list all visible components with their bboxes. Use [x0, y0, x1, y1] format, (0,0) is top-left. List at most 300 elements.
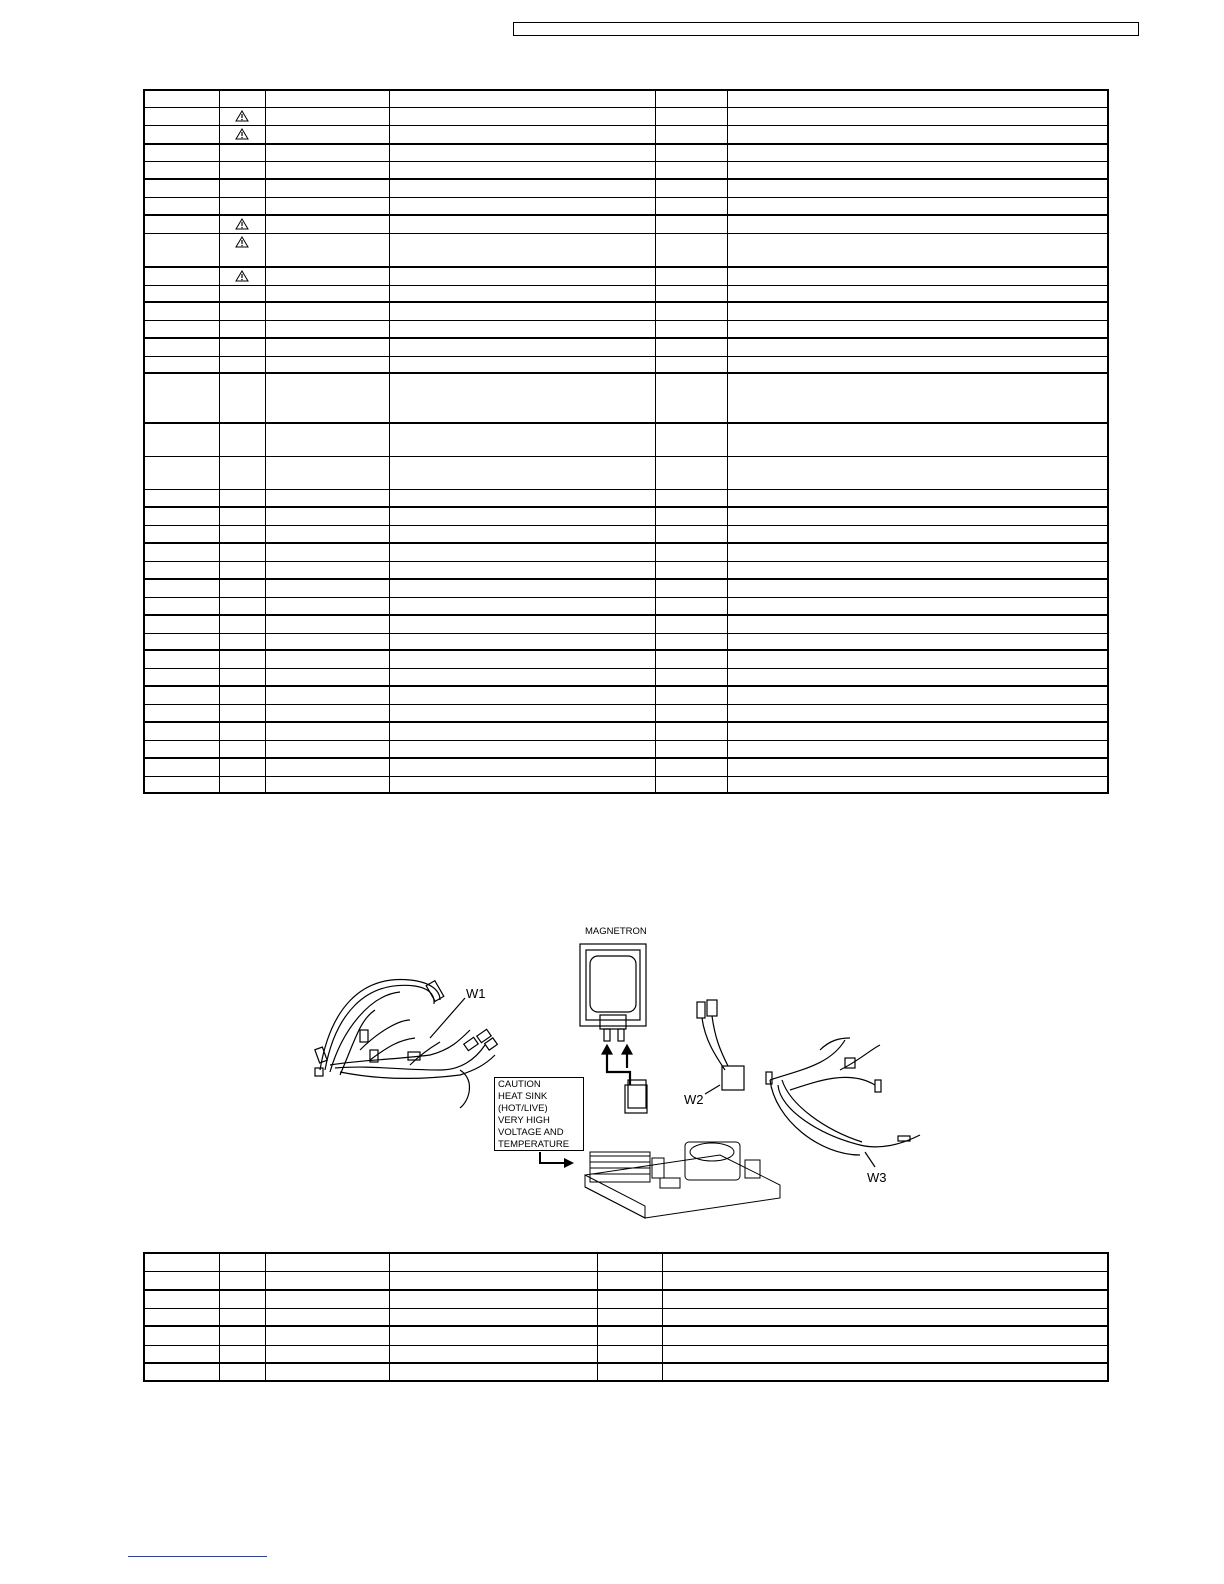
- table-cell: [727, 561, 1108, 579]
- table-cell: [389, 489, 655, 507]
- table-row: [144, 456, 1108, 489]
- table-cell: [662, 1363, 1108, 1381]
- table-cell: [265, 125, 389, 144]
- table-cell: [265, 356, 389, 373]
- table-row: [144, 267, 1108, 285]
- table-row: [144, 1345, 1108, 1363]
- table-cell: [219, 489, 265, 507]
- table-row: [144, 233, 1108, 267]
- table-cell: [727, 489, 1108, 507]
- table-cell: [219, 90, 265, 107]
- table-row: [144, 776, 1108, 793]
- table-cell: [265, 543, 389, 561]
- table-cell: [597, 1253, 662, 1271]
- table-cell: [219, 507, 265, 525]
- table-cell: [655, 320, 727, 338]
- table-cell: [219, 1326, 265, 1345]
- table-cell: [219, 1308, 265, 1326]
- table-cell: [144, 1308, 219, 1326]
- caution-arrow: [540, 1152, 566, 1163]
- table-cell: [144, 373, 219, 423]
- table-cell: [389, 722, 655, 740]
- table-cell: [727, 758, 1108, 776]
- table-cell: [727, 267, 1108, 285]
- table-cell: [655, 423, 727, 456]
- table-cell: [265, 722, 389, 740]
- table-cell: [655, 373, 727, 423]
- table-row: [144, 338, 1108, 356]
- table-cell: [144, 144, 219, 161]
- table-cell: [662, 1271, 1108, 1290]
- table-cell: [597, 1271, 662, 1290]
- table-cell: [727, 633, 1108, 650]
- table-cell: [265, 507, 389, 525]
- table-cell: [655, 704, 727, 722]
- table-cell: [727, 668, 1108, 686]
- table-cell: [389, 1253, 597, 1271]
- table-cell: [655, 722, 727, 740]
- table-cell: [655, 161, 727, 179]
- table-cell: [265, 525, 389, 543]
- table-cell: [389, 161, 655, 179]
- table-cell: [389, 338, 655, 356]
- table-cell: [144, 561, 219, 579]
- table-cell: [265, 1345, 389, 1363]
- table-cell: [144, 423, 219, 456]
- table-cell: [389, 776, 655, 793]
- table-row: [144, 1290, 1108, 1308]
- table-cell: [655, 543, 727, 561]
- table-cell: [265, 1271, 389, 1290]
- parts-table-lower: [143, 1252, 1109, 1382]
- table-cell: [389, 320, 655, 338]
- table-cell: [655, 507, 727, 525]
- table-cell: [727, 179, 1108, 197]
- table-cell: [265, 1363, 389, 1381]
- table-cell: [389, 456, 655, 489]
- wiring-diagram: [300, 920, 940, 1225]
- table-cell: [219, 1271, 265, 1290]
- table-cell: [265, 740, 389, 758]
- table-cell: [219, 597, 265, 615]
- table-cell: [265, 107, 389, 125]
- table-cell: [219, 423, 265, 456]
- table-cell: [265, 597, 389, 615]
- table-cell: [219, 456, 265, 489]
- table-cell: [265, 373, 389, 423]
- table-cell: [655, 144, 727, 161]
- table-cell: [219, 722, 265, 740]
- table-row: [144, 302, 1108, 320]
- table-cell: [219, 543, 265, 561]
- table-cell: [389, 633, 655, 650]
- table-cell: [389, 543, 655, 561]
- inverter-board-drawing: [585, 1142, 780, 1218]
- table-cell: [265, 267, 389, 285]
- table-row: [144, 758, 1108, 776]
- table-cell: [265, 489, 389, 507]
- table-cell: [727, 320, 1108, 338]
- table-cell: [219, 633, 265, 650]
- table-cell: [389, 650, 655, 668]
- table-cell: [389, 1271, 597, 1290]
- table-cell: [389, 561, 655, 579]
- table-row: [144, 722, 1108, 740]
- table-cell: [727, 740, 1108, 758]
- table-cell: [655, 650, 727, 668]
- table-cell: [265, 776, 389, 793]
- table-cell: [389, 507, 655, 525]
- table-cell: [655, 233, 727, 267]
- table-cell: [219, 1253, 265, 1271]
- table-cell: [265, 650, 389, 668]
- table-cell: [727, 543, 1108, 561]
- table-cell: [389, 525, 655, 543]
- table-cell: [144, 107, 219, 125]
- table-cell: [219, 668, 265, 686]
- table-cell: [727, 302, 1108, 320]
- parts-table-upper: [143, 89, 1109, 794]
- table-cell: [219, 107, 265, 125]
- table-cell: [219, 285, 265, 302]
- table-cell: [219, 125, 265, 144]
- table-cell: [655, 302, 727, 320]
- table-cell: [597, 1345, 662, 1363]
- table-cell: [144, 356, 219, 373]
- table-cell: [597, 1326, 662, 1345]
- table-cell: [389, 704, 655, 722]
- table-row: [144, 320, 1108, 338]
- table-cell: [265, 179, 389, 197]
- table-cell: [727, 686, 1108, 704]
- table-row: [144, 356, 1108, 373]
- table-cell: [219, 758, 265, 776]
- table-cell: [265, 579, 389, 597]
- table-row: [144, 507, 1108, 525]
- table-cell: [219, 776, 265, 793]
- table-cell: [144, 525, 219, 543]
- table-cell: [655, 758, 727, 776]
- wiring-figure: [300, 920, 940, 1225]
- table-cell: [144, 1271, 219, 1290]
- table-cell: [144, 215, 219, 233]
- table-cell: [389, 758, 655, 776]
- harness-w3-drawing: [766, 1038, 920, 1167]
- table-cell: [662, 1290, 1108, 1308]
- table-cell: [144, 722, 219, 740]
- table-cell: [727, 650, 1108, 668]
- table-cell: [265, 1290, 389, 1308]
- table-cell: [219, 215, 265, 233]
- table-cell: [389, 579, 655, 597]
- table-cell: [265, 704, 389, 722]
- magnetron-drawing: [580, 944, 647, 1113]
- table-cell: [727, 161, 1108, 179]
- table-cell: [219, 561, 265, 579]
- table-cell: [219, 1345, 265, 1363]
- table-cell: [727, 233, 1108, 267]
- table-cell: [144, 668, 219, 686]
- table-row: [144, 1363, 1108, 1381]
- table-row: [144, 144, 1108, 161]
- table-row: [144, 107, 1108, 125]
- table-row: [144, 543, 1108, 561]
- table-cell: [389, 1290, 597, 1308]
- table-cell: [144, 650, 219, 668]
- table-cell: [219, 1290, 265, 1308]
- warning-triangle-icon: [235, 236, 249, 248]
- table-cell: [655, 197, 727, 215]
- table-cell: [727, 90, 1108, 107]
- table-cell: [389, 373, 655, 423]
- table-cell: [389, 740, 655, 758]
- table-cell: [662, 1253, 1108, 1271]
- table-cell: [144, 1253, 219, 1271]
- table-cell: [219, 1363, 265, 1381]
- table-cell: [219, 650, 265, 668]
- magnetron-label: MAGNETRON: [585, 926, 647, 937]
- table-row: [144, 215, 1108, 233]
- table-cell: [144, 704, 219, 722]
- table-cell: [219, 302, 265, 320]
- table-cell: [219, 686, 265, 704]
- table-cell: [389, 285, 655, 302]
- table-row: [144, 633, 1108, 650]
- table-cell: [389, 423, 655, 456]
- table-cell: [144, 615, 219, 633]
- table-row: [144, 1326, 1108, 1345]
- table-cell: [727, 373, 1108, 423]
- table-cell: [655, 179, 727, 197]
- table-cell: [389, 1363, 597, 1381]
- label-w3: W3: [867, 1170, 887, 1185]
- table-cell: [727, 579, 1108, 597]
- label-w1: W1: [466, 986, 486, 1001]
- table-cell: [727, 215, 1108, 233]
- table-cell: [389, 302, 655, 320]
- table-cell: [219, 373, 265, 423]
- table-cell: [265, 1308, 389, 1326]
- warning-triangle-icon: [235, 270, 249, 282]
- table-cell: [144, 320, 219, 338]
- table-row: [144, 650, 1108, 668]
- table-cell: [219, 525, 265, 543]
- table-cell: [389, 597, 655, 615]
- table-cell: [655, 686, 727, 704]
- table-cell: [655, 90, 727, 107]
- table-row: [144, 704, 1108, 722]
- table-row: [144, 489, 1108, 507]
- table-cell: [655, 338, 727, 356]
- table-cell: [219, 356, 265, 373]
- table-cell: [727, 615, 1108, 633]
- table-cell: [389, 615, 655, 633]
- table-cell: [144, 686, 219, 704]
- table-cell: [655, 125, 727, 144]
- table-cell: [389, 90, 655, 107]
- table-cell: [727, 107, 1108, 125]
- table-cell: [265, 90, 389, 107]
- table-cell: [219, 179, 265, 197]
- table-cell: [265, 144, 389, 161]
- table-cell: [727, 125, 1108, 144]
- table-cell: [727, 456, 1108, 489]
- table-row: [144, 373, 1108, 423]
- table-cell: [144, 285, 219, 302]
- table-row: [144, 686, 1108, 704]
- table-cell: [265, 302, 389, 320]
- table-cell: [389, 1345, 597, 1363]
- table-cell: [219, 704, 265, 722]
- table-cell: [144, 1290, 219, 1308]
- table-cell: [389, 686, 655, 704]
- table-cell: [219, 161, 265, 179]
- table-cell: [219, 740, 265, 758]
- table-cell: [655, 356, 727, 373]
- table-cell: [265, 668, 389, 686]
- table-cell: [727, 722, 1108, 740]
- table-cell: [144, 597, 219, 615]
- table-cell: [265, 1253, 389, 1271]
- table-cell: [655, 456, 727, 489]
- table-cell: [727, 144, 1108, 161]
- table-cell: [219, 267, 265, 285]
- table-cell: [219, 144, 265, 161]
- table-cell: [389, 233, 655, 267]
- table-cell: [265, 633, 389, 650]
- table-cell: [265, 338, 389, 356]
- table-row: [144, 90, 1108, 107]
- table-cell: [727, 597, 1108, 615]
- table-cell: [727, 338, 1108, 356]
- table-row: [144, 1308, 1108, 1326]
- table-cell: [144, 302, 219, 320]
- table-cell: [727, 285, 1108, 302]
- table-row: [144, 597, 1108, 615]
- table-row: [144, 615, 1108, 633]
- table-cell: [219, 320, 265, 338]
- table-cell: [144, 776, 219, 793]
- table-row: [144, 179, 1108, 197]
- table-row: [144, 740, 1108, 758]
- table-cell: [219, 338, 265, 356]
- table-cell: [655, 615, 727, 633]
- table-cell: [144, 507, 219, 525]
- table-cell: [219, 233, 265, 267]
- table-row: [144, 561, 1108, 579]
- table-cell: [265, 233, 389, 267]
- table-cell: [389, 144, 655, 161]
- table-cell: [144, 338, 219, 356]
- table-cell: [144, 489, 219, 507]
- table-cell: [219, 615, 265, 633]
- table-cell: [265, 285, 389, 302]
- table-cell: [597, 1308, 662, 1326]
- table-cell: [655, 489, 727, 507]
- table-cell: [389, 125, 655, 144]
- table-cell: [655, 668, 727, 686]
- warning-triangle-icon: [235, 110, 249, 122]
- table-cell: [727, 704, 1108, 722]
- table-cell: [655, 285, 727, 302]
- table-row: [144, 1271, 1108, 1290]
- warning-triangle-icon: [235, 128, 249, 140]
- table-cell: [727, 525, 1108, 543]
- table-cell: [389, 215, 655, 233]
- table-cell: [727, 423, 1108, 456]
- table-cell: [655, 561, 727, 579]
- table-cell: [144, 579, 219, 597]
- table-cell: [144, 267, 219, 285]
- table-row: [144, 1253, 1108, 1271]
- caution-heat-sink-note: CAUTION HEAT SINK (HOT/LIVE) VERY HIGH VOLTAGE AND TEMPERATURE: [494, 1077, 584, 1151]
- table-cell: [144, 740, 219, 758]
- table-cell: [389, 107, 655, 125]
- table-cell: [265, 423, 389, 456]
- table-cell: [265, 686, 389, 704]
- table-cell: [265, 615, 389, 633]
- table-row: [144, 161, 1108, 179]
- table-cell: [144, 633, 219, 650]
- table-cell: [265, 215, 389, 233]
- table-cell: [265, 161, 389, 179]
- table-cell: [662, 1308, 1108, 1326]
- table-cell: [655, 525, 727, 543]
- table-cell: [144, 456, 219, 489]
- table-cell: [389, 356, 655, 373]
- table-cell: [597, 1290, 662, 1308]
- table-cell: [144, 233, 219, 267]
- table-cell: [655, 597, 727, 615]
- table-cell: [655, 633, 727, 650]
- table-cell: [389, 179, 655, 197]
- table-cell: [662, 1345, 1108, 1363]
- table-cell: [265, 1326, 389, 1345]
- table-row: [144, 668, 1108, 686]
- table-cell: [219, 579, 265, 597]
- table-cell: [389, 267, 655, 285]
- table-cell: [144, 1345, 219, 1363]
- page-header-box: [513, 22, 1139, 36]
- table-cell: [144, 161, 219, 179]
- table-cell: [144, 90, 219, 107]
- table-cell: [727, 776, 1108, 793]
- table-cell: [144, 179, 219, 197]
- table-cell: [144, 1363, 219, 1381]
- table-row: [144, 125, 1108, 144]
- table-cell: [655, 215, 727, 233]
- table-row: [144, 525, 1108, 543]
- footer-link-underline: [128, 1556, 267, 1557]
- table-cell: [144, 1326, 219, 1345]
- table-row: [144, 423, 1108, 456]
- table-cell: [389, 197, 655, 215]
- table-cell: [144, 758, 219, 776]
- table-row: [144, 579, 1108, 597]
- table-cell: [265, 456, 389, 489]
- label-w2: W2: [684, 1092, 704, 1107]
- table-cell: [389, 1326, 597, 1345]
- table-cell: [219, 197, 265, 215]
- table-cell: [265, 197, 389, 215]
- table-cell: [655, 776, 727, 793]
- table-cell: [144, 125, 219, 144]
- warning-triangle-icon: [235, 218, 249, 230]
- table-cell: [265, 561, 389, 579]
- table-cell: [727, 507, 1108, 525]
- table-cell: [662, 1326, 1108, 1345]
- table-cell: [144, 197, 219, 215]
